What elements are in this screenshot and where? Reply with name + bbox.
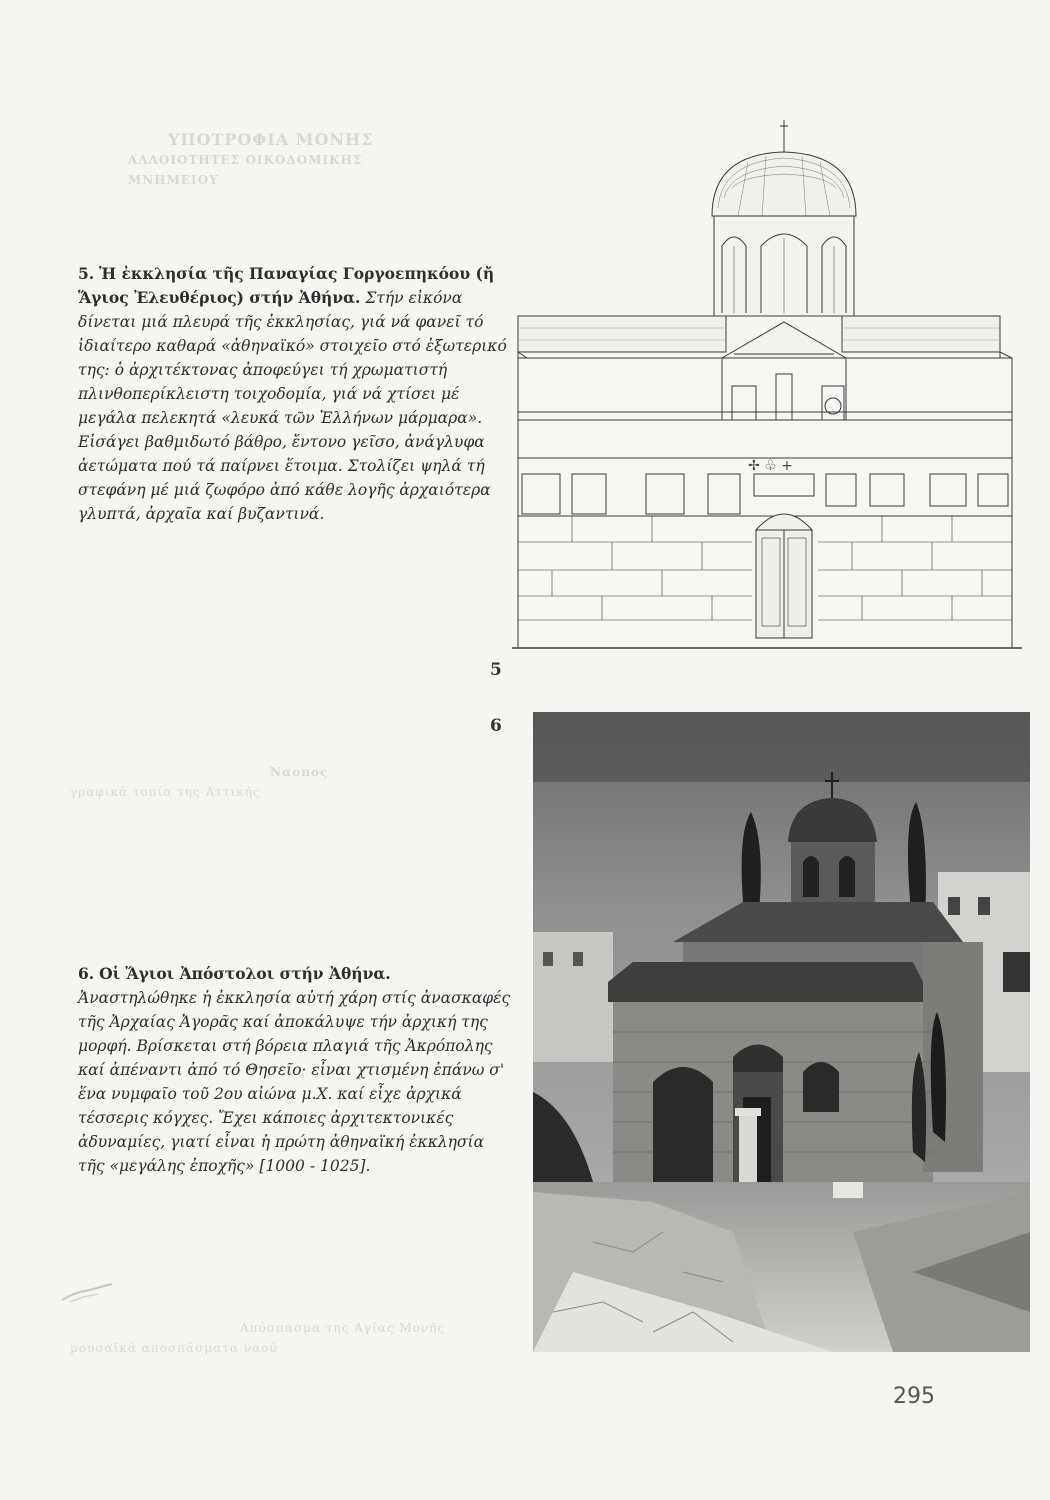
ghost-line: Απόσπασμα της Αγίας Μονής (240, 1321, 446, 1335)
svg-text:✢ ♧ +: ✢ ♧ + (748, 458, 793, 474)
church-elevation-drawing (512, 118, 1022, 650)
page-number: 295 (893, 1384, 935, 1409)
bleed-through-bottom-left (70, 1318, 445, 1358)
bleed-through-middle-left (70, 762, 328, 802)
figure-6-caption (78, 962, 514, 1178)
ghost-line: ΑΛΛΟΙΟΤΗΤΕΣ ΟΙΚΟΔΟΜΙΚΗΣ (128, 153, 363, 167)
caption-heading: Ἡ ἐκκλησία τῆς Παναγίας Γοργοεπηκόου (ἤ Ἅγιος Ἐλευθέριος) στήν Ἀθήνα. (78, 264, 495, 307)
caption-number: 5. (78, 264, 95, 283)
figure-5-number: 5 (490, 660, 502, 680)
figure-6-number: 6 (490, 716, 502, 736)
ghost-line: ΥΠΟΤΡΟΦΙΑ ΜΟΝΗΣ (168, 130, 374, 149)
ghost-line: γραφικά τοπία της Αττικής (70, 785, 261, 799)
caption-number: 6. (78, 964, 95, 983)
ghost-line: μουσαϊκά αποσπάσματα ναού (70, 1341, 278, 1355)
ink-smudge (60, 1282, 115, 1304)
ghost-line: ΜΝΗΜΕΙΟΥ (128, 173, 219, 187)
figure-5-caption (78, 262, 518, 526)
caption-text: Στήν εἰκόνα δίνεται μιά πλευρά τῆς ἐκκλησίας, γιά νά φανεῖ τό ἰδιαίτερο καθαρά «ἀθηναϊκό» στοιχεῖο στό ἐξωτερικό της: ὁ ἀρχιτέκτονας ἀποφεύγει τή χρωματιστή πλινθοπερίκλειστη τοιχοδομία, γιά νά χτίσει μέ μεγάλα πελεκητά «λευκά τῶν Ἑλλήνων μάρμαρα». Εἰσάγει βαθμιδωτό βάθρο, ἔντονο γεῖσο, ἀνάγλυφα ἀετώματα πού τά παίρνει ἕτοιμα. Στολίζει ψηλά τή στεφάνη μέ μιά ζωφόρο ἀπό κάθε λογῆς ἀρχαιότερα γλυπτά, ἀρχαῖα καί βυζαντινά. (78, 289, 507, 523)
caption-heading: Οἱ Ἅγιοι Ἀπόστολοι στήν Ἀθήνα. (99, 964, 391, 983)
caption-text: Ἀναστηλώθηκε ἡ ἐκκλησία αὐτή χάρη στίς ἀνασκαφές τῆς Ἀρχαίας Ἀγορᾶς καί ἀποκάλυψε τήν ἀρχική της μορφή. Βρίσκεται στή βόρεια πλαγιά τῆς Ἀκρόπολης καί ἀπέναντι ἀπό τό Θησεῖο· εἶναι χτισμένη ἐπάνω σ' ἕνα νυμφαῖο τοῦ 2ου αἰώνα μ.Χ. καί εἶχε ἀρχικά τέσσερις κόγχες. Ἔχει κάποιες ἀρχιτεκτονικές ἀδυναμίες, γιατί εἶναι ἡ πρώτη ἀθηναϊκή ἐκκλησία τῆς «μεγάλης ἐποχῆς» [1000 - 1025]. (78, 989, 511, 1175)
ghost-line: Ναοπος (270, 765, 329, 779)
bleed-through-top-right (128, 130, 373, 190)
church-photograph (533, 712, 1030, 1352)
